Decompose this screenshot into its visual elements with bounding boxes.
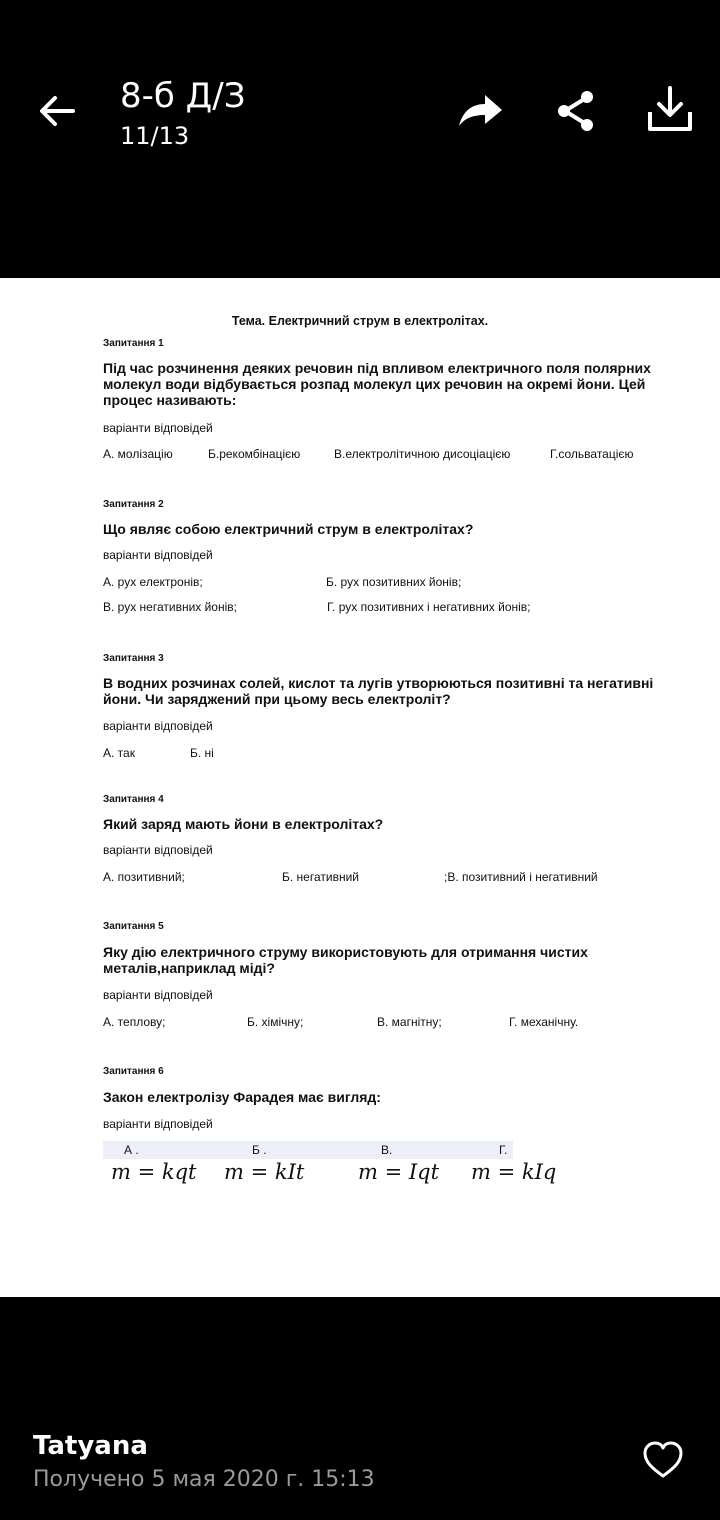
forward-icon (455, 86, 505, 136)
question-3-label: Запитання 3 (103, 653, 164, 664)
question-2-label: Запитання 2 (103, 499, 164, 510)
bottom-bar (0, 1297, 720, 1520)
back-button[interactable] (34, 88, 80, 134)
question-5-label: Запитання 5 (103, 921, 164, 932)
question-4-text: Який заряд мають йони в електролітах? (103, 816, 384, 832)
options-highlight (103, 1141, 513, 1159)
question-1-option-b: Б.рекомбінацією (208, 447, 301, 461)
question-5-text: Яку дію електричного струму використовують для отримання чистих металів,наприклад міді? (103, 944, 588, 976)
document-image[interactable] (0, 278, 720, 1297)
question-2-option-d: Г. рух позитивних і негативних йонів; (327, 600, 531, 614)
question-2-option-b: Б. рух позитивних йонів; (326, 575, 462, 589)
question-6-label: Запитання 6 (103, 1066, 164, 1077)
question-2-options-label: варіанти відповідей (103, 548, 213, 562)
question-1-option-a: А. молізацію (103, 447, 173, 461)
question-5-option-d: Г. механічну. (509, 1015, 579, 1029)
share-button[interactable] (551, 86, 601, 136)
question-3-option-a: А. так (103, 746, 135, 760)
question-1-text: Під час розчинення деяких речовин під впливом електричного поля полярних молекул води відбувається розпад молекул цих речовин на окремі йони. Цей процес називають: (103, 360, 651, 408)
question-5-options-label: варіанти відповідей (103, 988, 213, 1002)
formula-c: m = Iqt (358, 1160, 440, 1184)
forward-button[interactable] (455, 86, 505, 136)
formula-a: m = kqt (111, 1160, 197, 1184)
formula-b: m = kIt (224, 1160, 305, 1184)
conversation-title: 8-б Д/З (120, 76, 246, 116)
question-2-option-c: В. рух негативних йонів; (103, 600, 237, 614)
question-1-label: Запитання 1 (103, 338, 164, 349)
question-4-label: Запитання 4 (103, 794, 164, 805)
image-counter: 11/13 (120, 122, 190, 150)
question-3-options-label: варіанти відповідей (103, 719, 213, 733)
question-6-letter-b: Б . (252, 1143, 267, 1157)
question-4-options-label: варіанти відповідей (103, 843, 213, 857)
download-icon (645, 84, 695, 134)
question-6-text: Закон електролізу Фарадея має вигляд: (103, 1089, 381, 1105)
question-4-option-a: А. позитивний; (103, 870, 185, 884)
sender-name: Tatyana (33, 1431, 148, 1461)
question-2-option-a: А. рух електронів; (103, 575, 203, 589)
like-button[interactable] (640, 1439, 686, 1481)
share-icon (553, 88, 599, 134)
question-3-text: В водних розчинах солей, кислот та лугів утворюються позитивні та негативні йони. Чи заряджений при цьому весь електроліт? (103, 675, 654, 707)
question-6-letter-c: В. (381, 1143, 393, 1157)
question-2-text: Що являє собою електричний струм в електролітах? (103, 521, 474, 537)
question-6-options-label: варіанти відповідей (103, 1117, 213, 1131)
question-5-option-b: Б. хімічну; (247, 1015, 304, 1029)
download-button[interactable] (645, 84, 695, 134)
formula-d: m = kIq (471, 1160, 557, 1184)
arrow-back-icon (37, 91, 77, 131)
question-1-option-d: Г.сольватацією (550, 447, 634, 461)
question-3-option-b: Б. ні (190, 746, 214, 760)
question-5-option-c: В. магнітну; (377, 1015, 442, 1029)
top-bar (0, 0, 720, 278)
question-6-letter-a: А . (124, 1143, 139, 1157)
question-6-letter-d: Г. (499, 1143, 508, 1157)
received-timestamp: Получено 5 мая 2020 г. 15:13 (33, 1467, 375, 1492)
question-1-option-c: В.електролітичною дисоціацією (334, 447, 511, 461)
question-5-option-a: А. теплову; (103, 1015, 166, 1029)
question-1-options-label: варіанти відповідей (103, 421, 213, 435)
question-4-option-b: Б. негативний (282, 870, 359, 884)
document-title: Тема. Електричний струм в електролітах. (231, 314, 489, 328)
question-4-option-c: ;В. позитивний і негативний (444, 870, 598, 884)
heart-icon (642, 1441, 684, 1479)
